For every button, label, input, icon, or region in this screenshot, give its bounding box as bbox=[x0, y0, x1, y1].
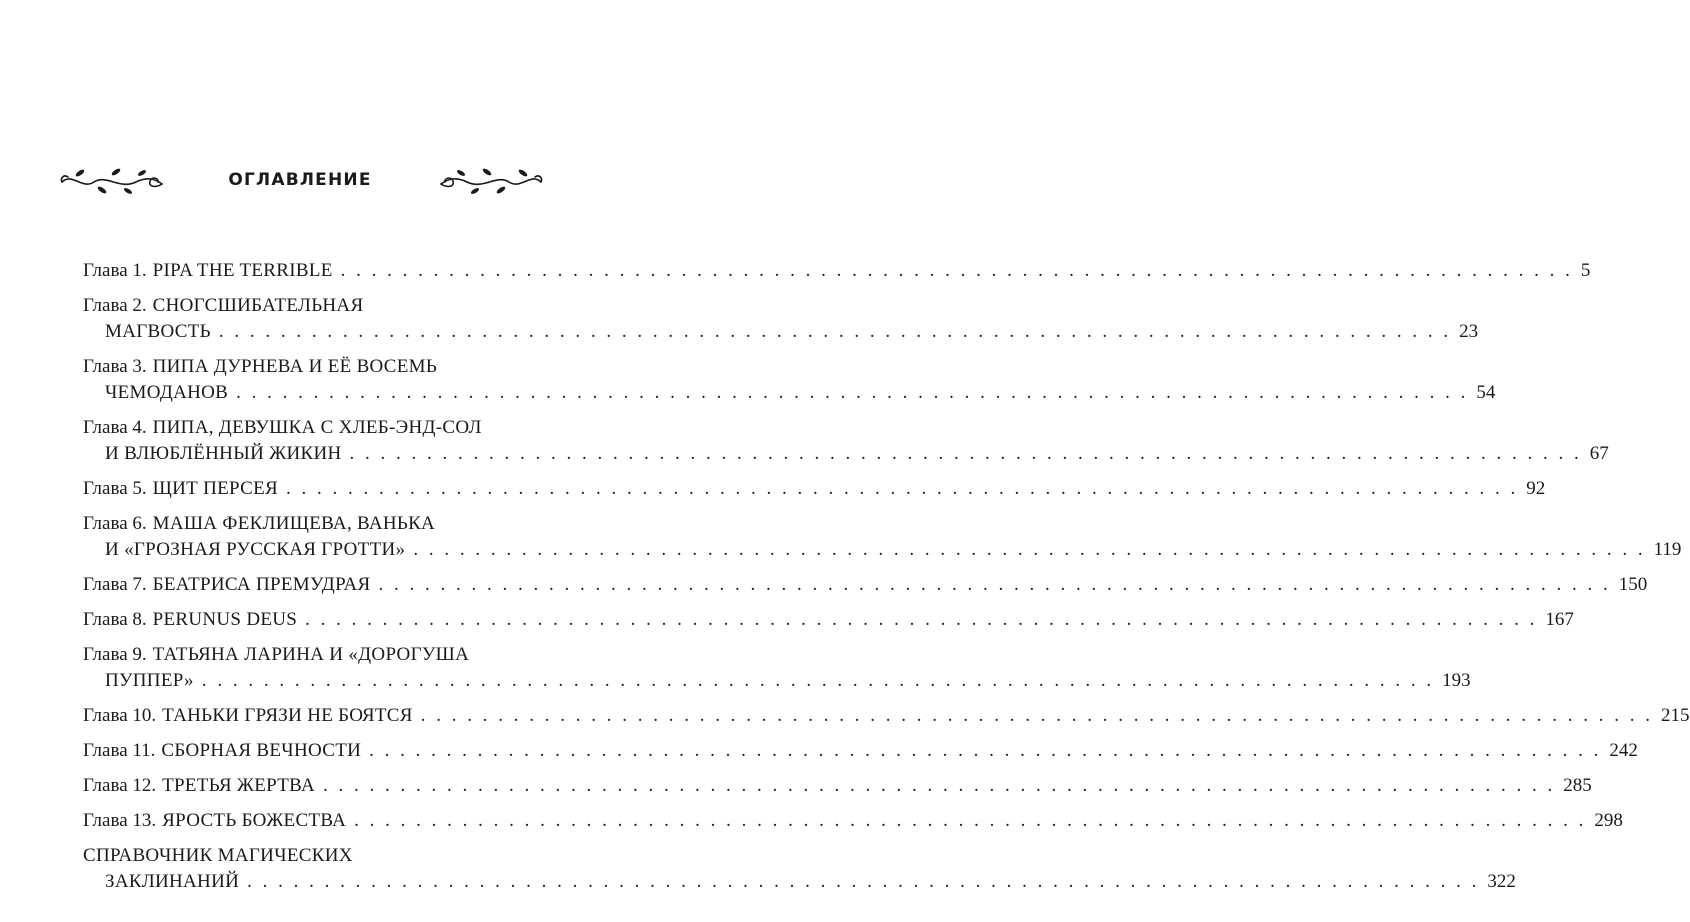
chapter-number: Глава 3. bbox=[83, 356, 147, 377]
toc-entry[interactable] bbox=[83, 293, 1479, 345]
page-number: 54 bbox=[1476, 382, 1496, 403]
toc-entry-line bbox=[83, 476, 1546, 502]
dot-leader: . . . . . . . . . . . . . . . . . . . . . . . . . . . . . . . . . . . . . . . . . . . . . . . . . . . . . . . . . . . . . . . . . . . . . . . . . . . . . . . . bbox=[349, 443, 1582, 464]
chapter-title: ПИПА, ДЕВУШКА С ХЛЕБ-ЭНД-СОЛ bbox=[152, 417, 482, 438]
dot-leader: . . . . . . . . . . . . . . . . . . . . . . . . . . . . . . . . . . . . . . . . . . . . . . . . . . . . . . . . . . . . . . . . . . . . . . . . . . . . . . . . bbox=[420, 705, 1653, 726]
chapter-number: Глава 2. bbox=[83, 295, 147, 316]
toc-entry[interactable] bbox=[83, 572, 1648, 598]
page-number: 167 bbox=[1545, 609, 1574, 630]
chapter-title: МАГВОСТЬ bbox=[105, 321, 211, 342]
chapter-title: PIPA THE TERRIBLE bbox=[152, 260, 333, 281]
toc-entry-line bbox=[83, 572, 1648, 598]
toc-entry[interactable] bbox=[83, 511, 1682, 563]
toc-entry-line bbox=[83, 537, 1682, 563]
chapter-title: PERUNUS DEUS bbox=[152, 609, 298, 630]
toc-entry-line bbox=[83, 642, 535, 668]
toc-entry-line bbox=[83, 319, 1479, 345]
toc-entry-line bbox=[83, 843, 535, 869]
chapter-title: СБОРНАЯ ВЕЧНОСТИ bbox=[161, 740, 362, 761]
page-number: 119 bbox=[1653, 539, 1682, 560]
page-number: 242 bbox=[1609, 740, 1638, 761]
toc-entry-line bbox=[83, 773, 1592, 799]
toc-entry-line bbox=[83, 703, 1690, 729]
toc-entry-line bbox=[83, 808, 1623, 834]
chapter-number: Глава 11. bbox=[83, 740, 156, 761]
page-number: 322 bbox=[1487, 871, 1516, 892]
toc-entry[interactable] bbox=[83, 738, 1638, 764]
toc-entry-line bbox=[83, 354, 535, 380]
toc-entry-line bbox=[83, 668, 1471, 694]
vine-ornament-right-icon bbox=[435, 160, 545, 200]
toc-entry-line bbox=[83, 293, 535, 319]
dot-leader: . . . . . . . . . . . . . . . . . . . . . . . . . . . . . . . . . . . . . . . . . . . . . . . . . . . . . . . . . . . . . . . . . . . . . . . . . . . . . . . . bbox=[305, 609, 1538, 630]
toc-header bbox=[0, 160, 600, 200]
dot-leader: . . . . . . . . . . . . . . . . . . . . . . . . . . . . . . . . . . . . . . . . . . . . . . . . . . . . . . . . . . . . . . . . . . . . . . . . . . . . . . . . bbox=[340, 260, 1573, 281]
chapter-number: Глава 8. bbox=[83, 609, 147, 630]
page-title: ОГЛАВЛЕНИЕ bbox=[228, 170, 372, 190]
toc-entry-line bbox=[83, 738, 1638, 764]
chapter-number: Глава 1. bbox=[83, 260, 147, 281]
chapter-title: ЯРОСТЬ БОЖЕСТВА bbox=[162, 810, 347, 831]
toc-entry-line bbox=[83, 607, 1574, 633]
toc-entry-line bbox=[83, 415, 535, 441]
dot-leader: . . . . . . . . . . . . . . . . . . . . . . . . . . . . . . . . . . . . . . . . . . . . . . . . . . . . . . . . . . . . . . . . . . . . . . . . . . . . . . . . bbox=[369, 740, 1602, 761]
chapter-title: ЧЕМОДАНОВ bbox=[105, 382, 229, 403]
toc-entry-line bbox=[83, 258, 1591, 284]
chapter-title: ЩИТ ПЕРСЕЯ bbox=[152, 478, 278, 499]
chapter-number: Глава 9. bbox=[83, 644, 147, 665]
table-of-contents bbox=[83, 258, 1690, 904]
toc-entry-line bbox=[83, 511, 535, 537]
toc-entry-line bbox=[83, 441, 1609, 467]
chapter-number: Глава 7. bbox=[83, 574, 147, 595]
chapter-title: ПИПА ДУРНЕВА И ЕЁ ВОСЕМЬ bbox=[152, 356, 438, 377]
dot-leader: . . . . . . . . . . . . . . . . . . . . . . . . . . . . . . . . . . . . . . . . . . . . . . . . . . . . . . . . . . . . . . . . . . . . . . . . . . . . . . . . bbox=[247, 871, 1480, 892]
dot-leader: . . . . . . . . . . . . . . . . . . . . . . . . . . . . . . . . . . . . . . . . . . . . . . . . . . . . . . . . . . . . . . . . . . . . . . . . . . . . . . . . bbox=[354, 810, 1587, 831]
page-number: 298 bbox=[1594, 810, 1623, 831]
page-number: 285 bbox=[1563, 775, 1592, 796]
toc-entry-line bbox=[83, 380, 1496, 406]
chapter-number: Глава 12. bbox=[83, 775, 157, 796]
page-number: 67 bbox=[1589, 443, 1609, 464]
toc-entry-line bbox=[83, 869, 1516, 895]
chapter-number: Глава 5. bbox=[83, 478, 147, 499]
chapter-title: И «ГРОЗНАЯ РУССКАЯ ГРОТТИ» bbox=[105, 539, 406, 560]
toc-entry[interactable] bbox=[83, 476, 1546, 502]
chapter-title: БЕАТРИСА ПРЕМУДРАЯ bbox=[152, 574, 371, 595]
toc-entry[interactable] bbox=[83, 354, 1496, 406]
dot-leader: . . . . . . . . . . . . . . . . . . . . . . . . . . . . . . . . . . . . . . . . . . . . . . . . . . . . . . . . . . . . . . . . . . . . . . . . . . . . . . . . bbox=[201, 670, 1435, 691]
chapter-number: Глава 10. bbox=[83, 705, 157, 726]
chapter-title: И ВЛЮБЛЁННЫЙ ЖИКИН bbox=[105, 443, 342, 464]
dot-leader: . . . . . . . . . . . . . . . . . . . . . . . . . . . . . . . . . . . . . . . . . . . . . . . . . . . . . . . . . . . . . . . . . . . . . . . . . . . . . . . . bbox=[378, 574, 1611, 595]
dot-leader: . . . . . . . . . . . . . . . . . . . . . . . . . . . . . . . . . . . . . . . . . . . . . . . . . . . . . . . . . . . . . . . . . . . . . . . . . . . . . . . . bbox=[218, 321, 1452, 342]
dot-leader: . . . . . . . . . . . . . . . . . . . . . . . . . . . . . . . . . . . . . . . . . . . . . . . . . . . . . . . . . . . . . . . . . . . . . . . . . . . . . . . . bbox=[413, 539, 1646, 560]
toc-entry[interactable] bbox=[83, 843, 1516, 895]
toc-entry[interactable] bbox=[83, 703, 1690, 729]
page-number: 5 bbox=[1580, 260, 1591, 281]
page-number: 92 bbox=[1526, 478, 1546, 499]
toc-entry[interactable] bbox=[83, 642, 1471, 694]
chapter-number: Глава 6. bbox=[83, 513, 147, 534]
chapter-title: СНОГСШИБАТЕЛЬНАЯ bbox=[152, 295, 364, 316]
page-number: 150 bbox=[1618, 574, 1648, 595]
chapter-title: МАША ФЕКЛИЩЕВА, ВАНЬКА bbox=[152, 513, 436, 534]
chapter-title: ТАНЬКИ ГРЯЗИ НЕ БОЯТСЯ bbox=[162, 705, 413, 726]
toc-entry[interactable] bbox=[83, 415, 1609, 467]
chapter-title: ТРЕТЬЯ ЖЕРТВА bbox=[162, 775, 315, 796]
dot-leader: . . . . . . . . . . . . . . . . . . . . . . . . . . . . . . . . . . . . . . . . . . . . . . . . . . . . . . . . . . . . . . . . . . . . . . . . . . . . . . . . bbox=[236, 382, 1469, 403]
chapter-title: ЗАКЛИНАНИЙ bbox=[105, 871, 240, 892]
toc-entry[interactable] bbox=[83, 258, 1591, 284]
toc-entry[interactable] bbox=[83, 773, 1592, 799]
page-number: 23 bbox=[1459, 321, 1479, 342]
dot-leader: . . . . . . . . . . . . . . . . . . . . . . . . . . . . . . . . . . . . . . . . . . . . . . . . . . . . . . . . . . . . . . . . . . . . . . . . . . . . . . . . bbox=[285, 478, 1519, 499]
page-number: 193 bbox=[1442, 670, 1471, 691]
chapter-title: ПУППЕР» bbox=[105, 670, 194, 691]
page-number: 215 bbox=[1661, 705, 1690, 726]
toc-entry[interactable] bbox=[83, 808, 1623, 834]
chapter-number: Глава 4. bbox=[83, 417, 147, 438]
chapter-number: Глава 13. bbox=[83, 810, 157, 831]
chapter-title: ТАТЬЯНА ЛАРИНА И «ДОРОГУША bbox=[152, 644, 470, 665]
chapter-title: СПРАВОЧНИК МАГИЧЕСКИХ bbox=[83, 845, 353, 866]
dot-leader: . . . . . . . . . . . . . . . . . . . . . . . . . . . . . . . . . . . . . . . . . . . . . . . . . . . . . . . . . . . . . . . . . . . . . . . . . . . . . . . . bbox=[322, 775, 1556, 796]
toc-entry[interactable] bbox=[83, 607, 1574, 633]
